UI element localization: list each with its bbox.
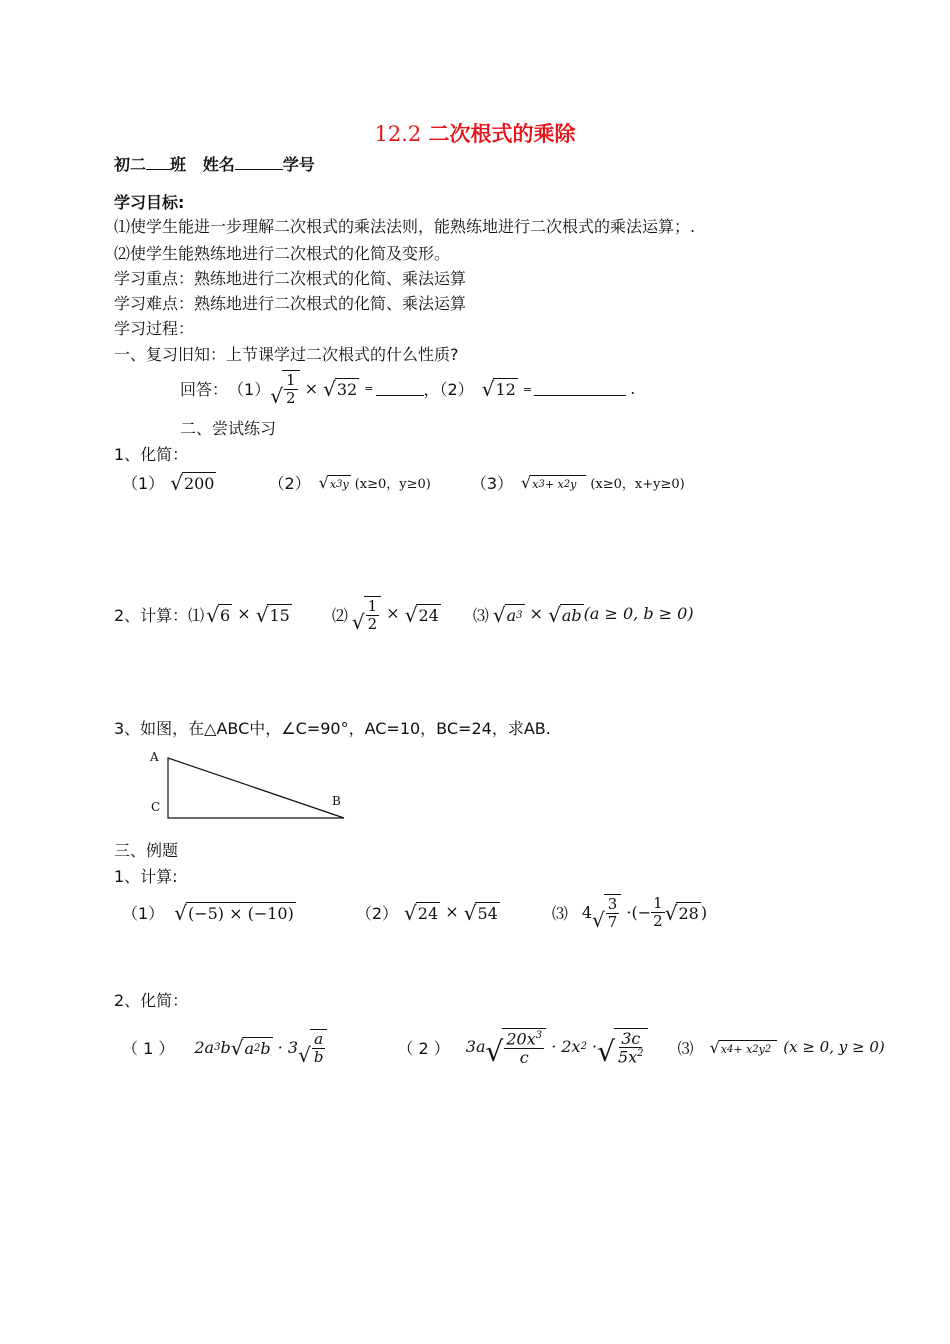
s3-q1-p3-label: ⑶ bbox=[551, 903, 568, 923]
s3-q2-p1-label: （ 1 ） bbox=[122, 1038, 175, 1058]
tri-label-b: B bbox=[332, 794, 341, 808]
formula-sqrt-neg5-times-neg10: √ (−5) × (−10) bbox=[174, 900, 294, 925]
section1-heading: 一、复习旧知：上节课学过二次根式的什么性质? bbox=[114, 345, 459, 364]
review-answer-line bbox=[180, 368, 635, 408]
s2-q1-c2: (x≥0，y≥0) bbox=[354, 476, 431, 492]
goal-item-1: ⑴使学生能进一步理解二次根式的乘法法则，能熟练地进行二次根式的乘法运算；. bbox=[114, 217, 696, 236]
s2-q1-p1-label: （1） bbox=[122, 473, 165, 493]
formula-sqrt-half-times-sqrt24: √ $\frac{1}{2}$ × √ 24 bbox=[351, 597, 439, 634]
answer-label: 回答： bbox=[180, 379, 229, 399]
grade-label: 初二 bbox=[114, 155, 147, 174]
formula-3a-sqrt-20x3c-2x2-sqrt-3c5x2: 3a √ $\frac{20x^3}{c}$ · 2x 2 · √ $\frac{3c}{5x^2}$ bbox=[466, 1028, 648, 1067]
triangle-figure bbox=[140, 748, 360, 828]
formula-sqrt12: √ 12 = bbox=[481, 376, 533, 401]
formula-2a3b-sqrt-a2b-3sqrt-ab: 2a 3 b √ a 2 b · 3 √ $\frac{a}{b}$ bbox=[194, 1029, 327, 1065]
goal-item-2: ⑵使学生能熟练地进行二次根式的化简及变形。 bbox=[114, 244, 451, 263]
tri-label-c: C bbox=[151, 800, 161, 814]
section2-heading: 二、尝试练习 bbox=[180, 419, 277, 438]
s2-q2-p3-label: ⑶ bbox=[472, 605, 489, 625]
s3-q2-p2-label: （ 2 ） bbox=[397, 1038, 450, 1058]
s2-q1-c3: (x≥0，x+y≥0) bbox=[590, 476, 685, 492]
formula-sqrt24-times-sqrt54: √ 24 × √ 54 bbox=[404, 900, 498, 925]
s3-q2-p3-label: ⑶ bbox=[677, 1038, 694, 1058]
formula-sqrt-x3y: √ x 3 y bbox=[318, 473, 349, 492]
answer-part2-label: ，（2） bbox=[423, 379, 474, 399]
formula-sqrt200: √ 200 bbox=[170, 470, 215, 495]
title-number: 12.2 bbox=[374, 122, 422, 146]
triangle-abc bbox=[168, 758, 344, 818]
class-label: 班 bbox=[170, 155, 187, 174]
student-info-line bbox=[114, 152, 315, 175]
s2-q3-text: 3、如图，在△ABC中，∠C=90°，AC=10，BC=24，求AB. bbox=[114, 719, 551, 738]
class-blank bbox=[146, 155, 170, 170]
id-label: 学号 bbox=[282, 155, 315, 174]
s2-q1-label: 1、化简： bbox=[114, 445, 189, 464]
s2-q1-p3-label: （3） bbox=[470, 473, 514, 493]
process-label: 学习过程： bbox=[114, 319, 195, 338]
answer-blank-1 bbox=[376, 381, 424, 396]
key-point: 学习重点：熟练地进行二次根式的化简、乘法运算 bbox=[114, 269, 467, 288]
formula-sqrt6-times-sqrt15: √ 6 × √ 15 bbox=[206, 602, 290, 627]
s2-q1-p2-label: （2） bbox=[268, 473, 311, 493]
answer-blank-2 bbox=[534, 381, 626, 396]
s3-q1-items bbox=[122, 892, 707, 932]
formula-sqrt-a3-times-sqrt-ab: √ a 3 × √ ab (a ≥ 0, b ≥ 0) bbox=[492, 602, 694, 627]
s3-q1-p1-label: （1） bbox=[122, 903, 165, 923]
answer-period: . bbox=[630, 378, 636, 398]
name-label: 姓名 bbox=[202, 155, 235, 174]
answer-part1-label: （1） bbox=[228, 379, 271, 399]
formula-sqrt-x3-x2y: √ x 3 + x 2 y bbox=[521, 473, 586, 492]
s3-q1-label: 1、计算: bbox=[114, 867, 178, 886]
page-title bbox=[0, 118, 950, 148]
difficulty: 学习难点：熟练地进行二次根式的化简、乘法运算 bbox=[114, 294, 467, 313]
s2-q2-p2-label: ⑵ bbox=[331, 605, 348, 625]
s3-q2-label: 2、化简： bbox=[114, 991, 189, 1010]
s2-q2-label: 2、计算：⑴ bbox=[114, 605, 205, 625]
tri-label-a: A bbox=[150, 750, 159, 764]
title-text: 二次根式的乘除 bbox=[428, 122, 576, 146]
s2-q2-line bbox=[114, 594, 694, 634]
formula-sqrt-half-times-sqrt32: √ $\frac{1}{2}$ × √ 32 = bbox=[270, 371, 374, 408]
goals-heading: 学习目标: bbox=[114, 193, 185, 212]
s3-q2-c3: (x ≥ 0, y ≥ 0) bbox=[783, 1038, 885, 1056]
name-blank bbox=[235, 155, 283, 170]
section3-heading: 三、例题 bbox=[114, 841, 179, 860]
formula-sqrt-x4-x2y2: √ x 4 + x 2 y 2 bbox=[710, 1038, 778, 1057]
s3-q1-p2-label: （2） bbox=[355, 903, 399, 923]
formula-4sqrt37-neg-half-sqrt28: 4 √ $\frac{3}{7}$ ·(− $\frac{1}{2}$ √ 28 ) bbox=[581, 894, 708, 932]
s3-q2-items bbox=[122, 1020, 885, 1074]
s2-q1-items bbox=[122, 467, 685, 497]
